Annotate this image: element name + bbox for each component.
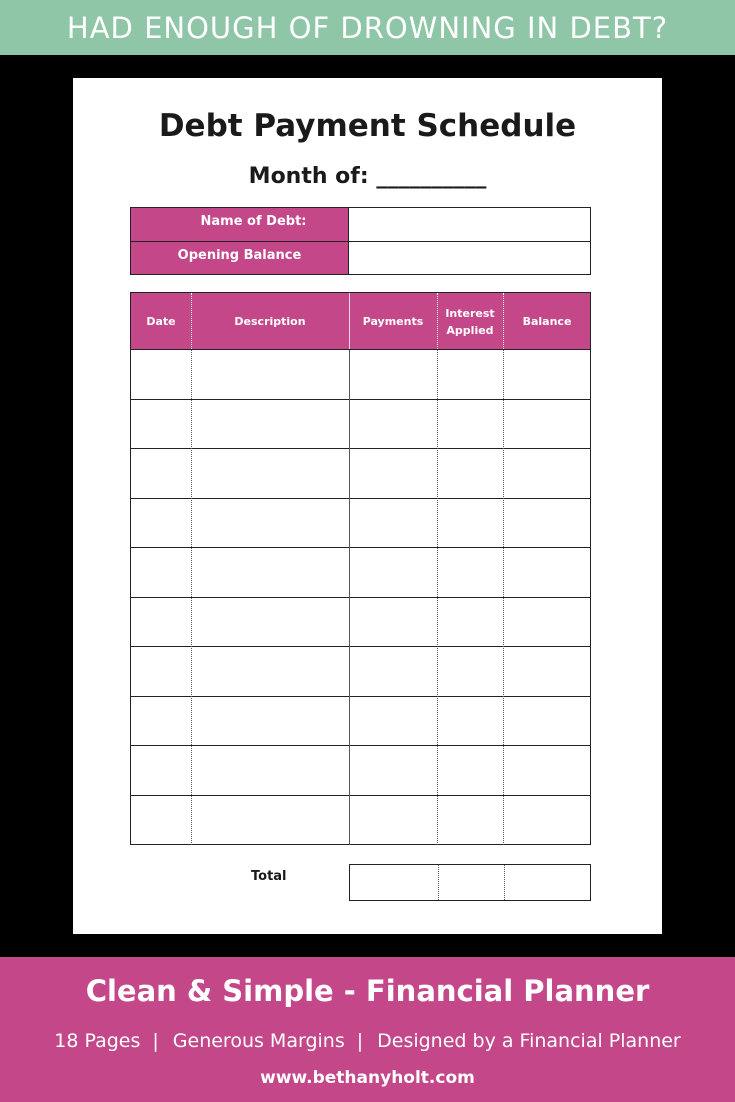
feature-separator: | <box>356 1030 364 1052</box>
banner-headline: HAD ENOUGH OF DROWNING IN DEBT? <box>66 10 669 45</box>
column-divider <box>191 350 192 845</box>
column-divider <box>504 865 505 900</box>
table-row <box>131 697 590 747</box>
column-header-date: Date <box>146 315 176 328</box>
top-banner <box>0 0 735 55</box>
column-divider <box>437 293 438 349</box>
opening-balance-row <box>131 242 590 274</box>
column-header-payments: Payments <box>362 315 424 328</box>
table-row <box>131 796 590 846</box>
total-box <box>349 864 591 901</box>
debt-info-box <box>130 207 591 275</box>
opening-balance-label: Opening Balance <box>131 242 349 274</box>
table-row <box>131 746 590 796</box>
feature-pages: 18 Pages <box>54 1030 141 1052</box>
total-label: Total <box>251 869 287 884</box>
column-header-interest-applied: Interest Applied <box>445 306 495 337</box>
planner-sheet <box>73 78 662 934</box>
column-divider <box>503 350 504 845</box>
feature-margins: Generous Margins <box>172 1030 345 1052</box>
feature-designer: Designed by a Financial Planner <box>377 1030 681 1052</box>
column-divider <box>349 350 350 845</box>
table-row <box>131 350 590 400</box>
column-divider <box>438 865 439 900</box>
table-row <box>131 647 590 697</box>
column-header-balance: Balance <box>522 315 572 328</box>
month-line: Month of: __________ <box>248 164 487 189</box>
feature-list <box>0 1030 735 1052</box>
column-divider <box>437 350 438 845</box>
tagline: Clean & Simple - Financial Planner <box>85 974 650 1008</box>
table-body <box>131 350 590 845</box>
opening-balance-field <box>349 242 590 274</box>
column-divider <box>503 293 504 349</box>
document-title: Debt Payment Schedule <box>158 108 577 144</box>
table-row <box>131 400 590 450</box>
column-divider <box>349 293 350 349</box>
table-row <box>131 499 590 549</box>
name-of-debt-field <box>349 208 590 241</box>
table-row <box>131 449 590 499</box>
table-header <box>131 293 590 350</box>
table-row <box>131 598 590 648</box>
payment-ledger-table <box>130 292 591 845</box>
website-url: www.bethanyholt.com <box>260 1068 475 1088</box>
table-row <box>131 548 590 598</box>
name-of-debt-label: Name of Debt: <box>131 208 349 241</box>
bottom-banner <box>0 957 735 1102</box>
name-of-debt-row <box>131 208 590 242</box>
column-header-description: Description <box>234 315 306 328</box>
feature-separator: | <box>152 1030 159 1052</box>
column-divider <box>191 293 192 349</box>
